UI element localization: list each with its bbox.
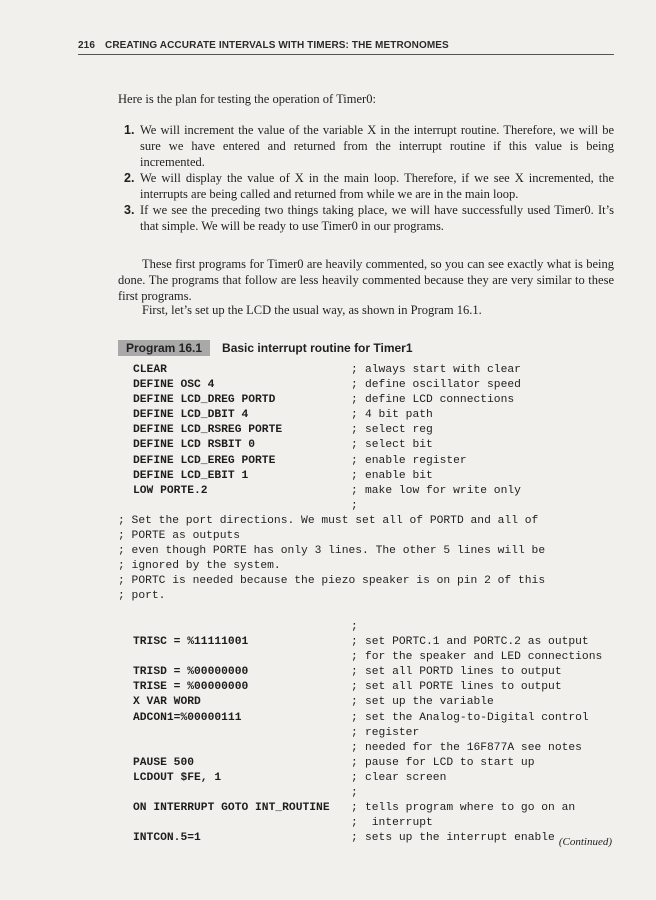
comment-marker: ; — [351, 379, 358, 392]
code-comment: clear screen — [365, 771, 447, 784]
code-block-defines — [133, 363, 623, 514]
comment-line: ; PORTC is needed because the piezo speaker is on pin 2 of this — [118, 575, 546, 588]
comment-marker: ; — [351, 439, 358, 452]
paragraph-comments: These first programs for Timer0 are heavily commented, so you can see exactly what is being done. The programs that follow are less heavily commented because they are very similar to these first programs. — [118, 257, 614, 303]
code-comment: set PORTC.1 and PORTC.2 as output — [365, 636, 589, 649]
list-item — [118, 202, 614, 234]
code-comment: set all PORTE lines to output — [365, 681, 562, 694]
list-text: If we see the preceding two things taking place, we will have successfully used Timer0. It’s that simple. We will be ready to use Timer0 in our programs. — [140, 203, 614, 233]
code-comment — [365, 620, 623, 635]
code-line — [133, 438, 623, 453]
code-statement — [133, 816, 351, 831]
code-comment: define LCD connections — [365, 394, 515, 407]
code-statement: X VAR WORD — [133, 696, 201, 709]
comment-marker: ; — [351, 424, 358, 437]
list-item — [118, 122, 614, 170]
numbered-list — [118, 122, 614, 234]
code-line — [133, 378, 623, 393]
code-line — [133, 408, 623, 423]
program-caption — [118, 340, 413, 356]
code-line — [133, 650, 623, 665]
code-line — [133, 393, 623, 408]
code-block-comments — [118, 514, 618, 605]
comment-marker: ; — [351, 711, 358, 724]
comment-marker: ; — [351, 741, 358, 754]
comment-marker: ; — [351, 666, 358, 679]
code-statement: DEFINE LCD_DBIT 4 — [133, 409, 249, 422]
comment-marker: ; — [351, 409, 358, 422]
code-line — [133, 620, 623, 635]
code-comment: select bit — [365, 439, 433, 452]
code-line — [133, 665, 623, 680]
comment-marker: ; — [351, 454, 358, 467]
comment-line: ; PORTE as outputs — [118, 530, 241, 543]
code-statement — [133, 620, 351, 635]
running-header — [78, 40, 614, 55]
code-comment: interrupt — [365, 817, 433, 830]
code-line — [133, 801, 623, 816]
comment-line: ; port. — [118, 590, 166, 603]
code-comment: tells program where to go on an — [365, 802, 576, 815]
code-statement: DEFINE LCD_RSREG PORTE — [133, 424, 283, 437]
code-comment: pause for LCD to start up — [365, 756, 535, 769]
code-comment: make low for write only — [365, 484, 521, 497]
code-statement: DEFINE LCD_EREG PORTE — [133, 454, 276, 467]
comment-line: ; even though PORTE has only 3 lines. The other 5 lines will be — [118, 545, 546, 558]
code-line — [133, 484, 623, 499]
code-statement: PAUSE 500 — [133, 756, 195, 769]
code-statement — [133, 786, 351, 801]
comment-marker: ; — [351, 832, 358, 845]
comment-marker: ; — [351, 394, 358, 407]
code-statement: TRISC = %11111001 — [133, 636, 249, 649]
code-comment — [365, 786, 623, 801]
code-statement: LOW PORTE.2 — [133, 484, 208, 497]
code-statement: LCDOUT $FE, 1 — [133, 771, 222, 784]
program-title: Basic interrupt routine for Timer1 — [222, 341, 413, 355]
list-text: We will display the value of X in the main loop. Therefore, if we see X incremented, the interrupts are being called and returned from while we are in the main loop. — [140, 171, 614, 201]
code-line — [133, 741, 623, 756]
program-label: Program 16.1 — [118, 340, 210, 356]
code-line — [133, 469, 623, 484]
page-number: 216 — [78, 40, 95, 51]
code-comment: set all PORTD lines to output — [365, 666, 562, 679]
code-comment: sets up the interrupt enable — [365, 832, 555, 845]
chapter-title: CREATING ACCURATE INTERVALS WITH TIMERS: THE METRONOMES — [105, 40, 449, 51]
comment-marker: ; — [351, 817, 358, 830]
code-statement: DEFINE LCD RSBIT 0 — [133, 439, 256, 452]
code-block-setup — [133, 620, 623, 846]
code-statement — [133, 499, 351, 514]
comment-marker: ; — [351, 621, 358, 633]
code-line — [133, 786, 623, 801]
code-statement: DEFINE LCD_EBIT 1 — [133, 469, 249, 482]
code-comment: enable register — [365, 454, 467, 467]
code-line — [133, 726, 623, 741]
comment-marker: ; — [351, 651, 358, 664]
code-comment: select reg — [365, 424, 433, 437]
code-statement — [133, 741, 351, 756]
comment-marker: ; — [351, 364, 358, 376]
code-line — [133, 831, 623, 846]
code-statement — [133, 726, 351, 741]
code-line — [133, 756, 623, 771]
code-line — [133, 711, 623, 726]
code-statement: DEFINE OSC 4 — [133, 379, 215, 392]
code-statement: TRISD = %00000000 — [133, 666, 249, 679]
comment-marker: ; — [351, 787, 358, 800]
code-comment: set the Analog-to-Digital control — [365, 711, 589, 724]
code-statement: ON INTERRUPT GOTO INT_ROUTINE — [133, 802, 330, 815]
code-line — [133, 423, 623, 438]
code-line — [133, 771, 623, 786]
comment-line: ; Set the port directions. We must set all of PORTD and all of — [118, 515, 539, 527]
comment-marker: ; — [351, 636, 358, 649]
code-statement: CLEAR — [133, 364, 167, 376]
code-comment: set up the variable — [365, 696, 494, 709]
paragraph-lcd-setup: First, let’s set up the LCD the usual way, as shown in Program 16.1. — [142, 303, 482, 317]
code-statement — [133, 650, 351, 665]
comment-marker: ; — [351, 726, 358, 739]
code-line — [133, 816, 623, 831]
code-comment: always start with clear — [365, 364, 521, 376]
code-statement: TRISE = %00000000 — [133, 681, 249, 694]
continued-note: (Continued) — [558, 836, 612, 848]
code-statement: DEFINE LCD_DREG PORTD — [133, 394, 276, 407]
comment-marker: ; — [351, 484, 358, 497]
code-line — [133, 363, 623, 378]
code-comment: register — [365, 726, 420, 739]
intro-paragraph: Here is the plan for testing the operation of Timer0: — [118, 92, 376, 106]
code-line — [133, 454, 623, 469]
comment-marker: ; — [351, 771, 358, 784]
list-number: 3. — [124, 203, 135, 217]
list-number: 1. — [124, 123, 135, 137]
code-comment: 4 bit path — [365, 409, 433, 422]
comment-marker: ; — [351, 469, 358, 482]
code-line — [133, 680, 623, 695]
code-statement: ADCON1=%00000111 — [133, 711, 242, 724]
code-comment: for the speaker and LED connections — [365, 651, 603, 664]
code-statement: INTCON.5=1 — [133, 832, 201, 845]
comment-marker: ; — [351, 802, 358, 815]
comment-marker: ; — [351, 681, 358, 694]
code-line — [133, 635, 623, 650]
code-line — [133, 695, 623, 710]
code-line — [133, 499, 623, 514]
code-comment: needed for the 16F877A see notes — [365, 741, 582, 754]
comment-marker: ; — [351, 696, 358, 709]
comment-line: ; ignored by the system. — [118, 560, 281, 573]
code-comment: define oscillator speed — [365, 379, 521, 392]
comment-marker: ; — [351, 499, 358, 512]
code-comment — [365, 499, 623, 514]
list-text: We will increment the value of the variable X in the interrupt routine. Therefore, we will be sure we have entered and returned from the interrupt routine if this value is being incremented. — [140, 123, 614, 169]
code-comment: enable bit — [365, 469, 433, 482]
list-item — [118, 170, 614, 202]
list-number: 2. — [124, 171, 135, 185]
comment-marker: ; — [351, 756, 358, 769]
